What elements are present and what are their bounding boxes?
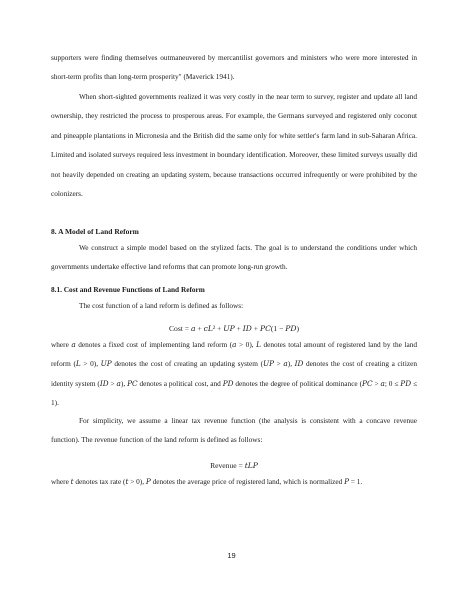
paragraph-continuation: supporters were finding themselves outmaneuvered by mercantilist governors and ministers who were more interested in short-term profits than long-term prosperity" (Maverick 1941). — [51, 53, 417, 82]
paragraph-cost-definitions: where 𝑎 denotes a fixed cost of implementing land reform (𝑎 > 0), 𝐿 denotes total amount of registered land by the land reform (𝐿 > 0), 𝑈𝑃 denotes the cost of creating an updating system (𝑈𝑃 > 𝑎), 𝐼𝐷 denotes the cost of creating a citizen identity system (𝐼𝐷 > 𝑎), 𝑃𝐶 denotes a political cost, and 𝑃𝐷 denotes the degree of political dominance (𝑃𝐶 > 𝑎; 0 ≤ 𝑃𝐷 ≤ 1). — [51, 340, 417, 408]
paragraph-model-intro: We construct a simple model based on the stylized facts. The goal is to understand the conditions under which governments undertake effective land reforms that can promote long-run growth. — [51, 243, 417, 272]
section-heading: 8. A Model of Land Reform — [51, 227, 139, 236]
revenue-equation: Revenue = 𝑡𝐿𝑃 — [210, 461, 258, 470]
paragraph-cost-intro: The cost function of a land reform is defined as follows: — [79, 301, 244, 310]
paragraph-revenue-definitions: where 𝑡 denotes tax rate (𝑡 > 0), 𝑃 denotes the average price of registered land, which is normalized 𝑃 = 1. — [51, 477, 363, 486]
paragraph-short-sighted-governments: When short-sighted governments realized it was very costly in the near term to survey, register and update all land ownership, they restricted the process to prosperous areas. For example, the Germans surveyed and registered only coconut and pineapple plantations in Micronesia and the British did the same only for white settler's farm land in sub-Saharan Africa. Limited and isolated surveys required less investment in boundary identification. Moreover, these limited surveys usually did not heavily depended on creating an updating system, because transactions occurred infrequently or were prohibited by the colonizers. — [51, 92, 417, 199]
paragraph-revenue-intro: For simplicity, we assume a linear tax revenue function (the analysis is consistent with a concave revenue function). The revenue function of the land reform is defined as follows: — [51, 416, 417, 445]
subsection-heading: 8.1. Cost and Revenue Functions of Land Reform — [51, 285, 205, 294]
cost-equation: Cost = 𝑎 + 𝑐𝐿² + 𝑈𝑃 + 𝐼𝐷 + 𝑃𝐶(1 − 𝑃𝐷) — [168, 324, 300, 333]
page-number: 19 — [227, 551, 236, 560]
